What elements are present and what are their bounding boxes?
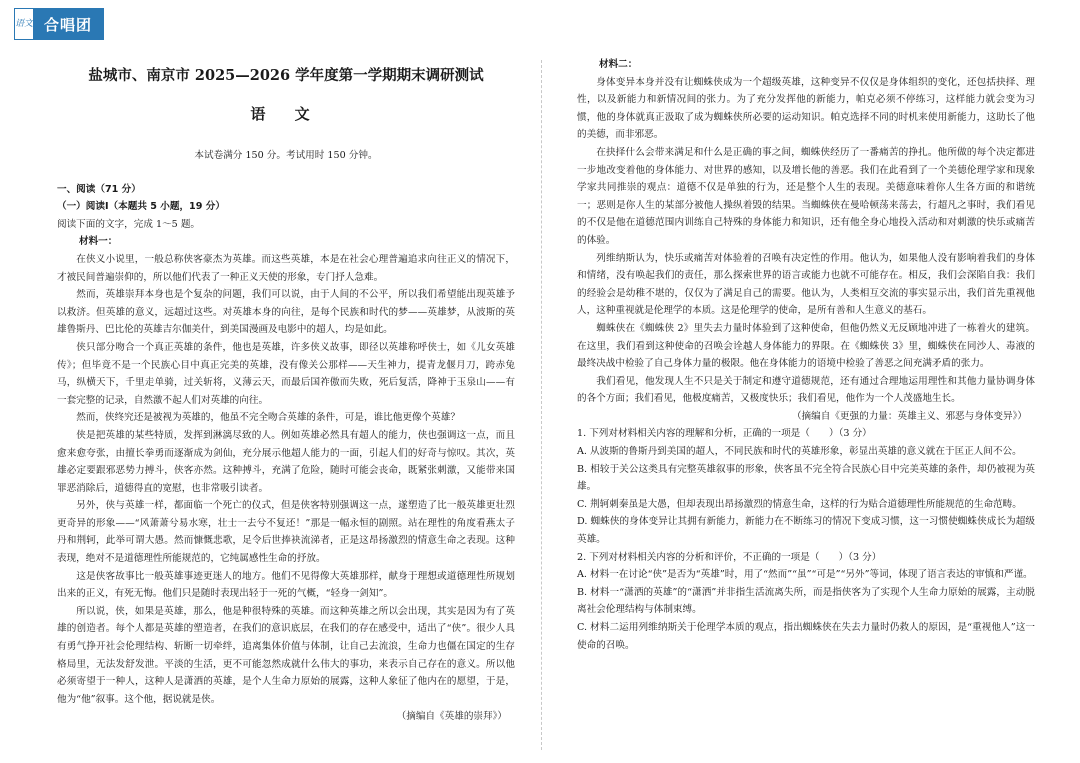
question-1-stem: 1. 下列对材料相关内容的理解和分析，正确的一项是（ ）（3 分） — [577, 428, 872, 440]
right-column — [577, 56, 1035, 654]
question-1-option-a: A. 从波斯的鲁斯丹到美国的超人，不同民族和时代的英雄形象，彰显出英雄的意义就在于匡正人间不公。 — [577, 446, 1022, 458]
question-2-option-b: B. 材料一“潇洒的英雄”的“潇洒”并非指生活流离失所，而是指侠客为了实现个人生命力原始的展露，主动脱离社会伦理结构与体制束缚。 — [577, 586, 1035, 616]
paragraph: 另外，侠与英雄一样，都面临一个死亡的仪式，但是侠客特别强调这一点，遂塑造了比一般英雄更壮烈更奇异的形象——“风萧萧兮易水寒，壮士一去兮不复还！”那是一幅永恒的剧照。站在理性的角度看燕太子丹和荆轲，此举可谓大愚。然而慷慨悲歌，足令后世捧袂流涕者，正是这昂扬激烈的情意生命之表现。这种表现，绝对不是道德理性所能规范的，它纯属感性生命的抒放。 — [57, 500, 515, 565]
question-1-option-d: D. 蜘蛛侠的身体变异让其拥有新能力，新能力在不断练习的情况下变成习惯，这一习惯使蜘蛛侠成长为超级英雄。 — [577, 516, 1035, 546]
paragraph: 列维纳斯认为，快乐或痛苦对体验着的召唤有决定性的作用。他认为，如果他人没有影响着我们的身体和情绪，没有唤起我们的责任，那么探索世界的语言或能力也就不可能存在。相反，我们会深陷自我：我们的经验会是幼稚不堪的，仅仅为了满足自己的需要。他认为，人类相互交流的事实显示出，我们首先重视他人，这种重视就是伦理学的本质。这是伦理学的使命，是所有善和人生意义的基石。 — [577, 252, 1035, 317]
question-2-option-a: A. 材料一在讨论“侠”是否为“英雄”时，用了“然而”“虽”“可是”“另外”等词，体现了语言表达的审慎和严谨。 — [577, 569, 1033, 581]
left-column — [57, 58, 515, 726]
paragraph: 然而，侠终究还是被视为英雄的，他虽不完全吻合英雄的条件，可是，谁比他更像个英雄？ — [76, 412, 460, 424]
material-one-label: 材料一： — [79, 236, 118, 248]
paragraph: 我们看见，他发现人生不只是关于制定和遵守道德规范，还有通过合理地运用理性和其他力量协调身体的各个方面；我们看见，他极度痛苦，又极度快乐；我们看见，他作为一个人茂盛地生长。 — [577, 375, 1035, 405]
paragraph: 在侠义小说里，一般总称侠客豪杰为英雄。而这些英雄，本是在社会心理普遍追求向往正义的情况下，才被民间普遍崇仰的，所以他们代表了一种正义天使的形象，专门抒人急难。 — [57, 253, 515, 283]
logo-name: 合唱团 — [33, 9, 103, 39]
paragraph: 蜘蛛侠在《蜘蛛侠 2》里失去力量时体验到了这种使命，但他仍然义无反顾地冲进了一栋着火的建筑。在这里，我们看到这种使命的召唤会诠越人身体能力的界限。在《蜘蛛侠 3》里，蜘蛛侠在同沙人、毒液的最终决战中检验了自己身体力量的极限。他在身体能力的语境中检验了善恶之间充满矛盾的张力。 — [577, 322, 1035, 370]
section-heading: 一、阅读（71 分） — [57, 183, 141, 195]
source-citation: （摘编自《英雄的崇拜》） — [396, 711, 507, 723]
material-two-label: 材料二： — [599, 59, 638, 70]
exam-title: 盐城市、南京市 2025—2026 学年度第一学期期末调研测试 — [88, 67, 484, 84]
paragraph: 所以说，侠，如果是英雄，那么，他是种很特殊的英雄。而这种英雄之所以会出现，其实是因为有了英雄的创造者。每个人都是英雄的塑造者，在我们的意识底层，在我们的存在感受中，适出了“侠”。很少人具有勇气挣开社会伦理结构、斩断一切牵绊，追离集体价值与体制，让自己去流浪，生命力也僵在国定的生存格局里，无法发舒发泄。平淡的生活，更不可能忽然成就什么伟大的事功，来表示自己存在的意义。所以他必须寄望于一种人，这种人是潇洒的英雄，是个人生命力原始的展露，这种人象征了他内在的愿望，于是，他为“他”叙事。这个他，据说就是侠。 — [57, 605, 515, 705]
exam-subject: 语 文 — [250, 105, 322, 123]
question-2-stem: 2. 下列对材料相关内容的分析和评价，不正确的一项是（ ）（3 分） — [577, 551, 882, 563]
logo-mark: 语文 — [15, 9, 33, 39]
source-citation: （摘编自《更强的力量：英雄主义、邪恶与身体变异》） — [791, 410, 1027, 422]
column-divider — [541, 60, 542, 750]
subsection-heading: （一）阅读Ⅰ（本题共 5 小题，19 分） — [57, 201, 225, 213]
paragraph: 在抉择什么会带来满足和什么是正确的事之间，蜘蛛侠经历了一番痛苦的挣扎。他所做的每个决定都进一步地改变着他的身体能力、对世界的感知，以及增长他的善恶。我们在此看到了一个美德伦理学家和现象学家共同推崇的观点：道德不仅是单独的行为，还是整个人生的表现。美德意味着你人生各方面的和谐统一；恶则是你人生的某部分被他人操纵着毁的结果。当蜘蛛侠在曼哈顿荡来荡去，行超凡之事时，我们看见的不仅是他在道德范围内训练自己特殊的身体能力和知识，还有他全身心地投入活动和对刺激的快乐或痛苦的体验。 — [577, 146, 1035, 246]
paragraph: 侠只部分吻合一个真正英雄的条件，他也是英雄，许多侠义故事，即径以英雄称呼侠士，如《儿女英雄传》；但毕竟不是一个民族心目中真正完美的英雄，没有像关公那样——天生神力，提青龙偃月刀，跨赤兔马，纵横天下，千里走单骑，过关斩将，义薄云天，而最后国祚傲而失败，死后复活，降神于玉泉山——有一套完整的记录，自然激不起人们对英雄的向往。 — [57, 341, 515, 406]
brand-logo — [14, 8, 104, 40]
paragraph: 然而，英雄崇拜本身也是个复杂的问题，我们可以说，由于人间的不公平，所以我们希望能出现英雄予以救济。但英雄的意义，远超过这些。对英雄本身的向往，是每个民族和时代的梦——英雄梦，从波斯的英雄鲁斯丹、巴比伦的英雄吉尔伽美什，到美国漫画及电影中的超人，均是如此。 — [57, 289, 515, 336]
paragraph: 这是侠客故事比一般英雄事迹更迷人的地方。他们不见得像大英雄那样，献身于理想或道德理性所规划出来的正义，有死无悔。他们只是随时表现出轻于一死的气概，“轻身一剑知”。 — [57, 570, 515, 600]
paragraph: 身体变异本身并没有让蜘蛛侠成为一个超级英雄，这种变异不仅仅是身体组织的变化，还包括抉择、理性，以及新能力和新情况间的张力。为了充分发挥他的新能力，帕克必须不停练习，这样能力就会变为习惯，他的身体就真正汲取了成为蜘蛛侠所必要的运动知识。帕克选择不同的时机来使用新能力，这助长了他的美德，而非邪恶。 — [577, 76, 1035, 141]
question-1-option-c: C. 荆轲刺秦虽是大愚，但却表现出昂扬激烈的情意生命，这样的行为贴合道德理性所能规范的生命范畴。 — [577, 498, 1022, 510]
paragraph: 侠是把英雄的某些特质，发挥到淋漓尽致的人。例如英雄必然具有超人的能力，侠也强调这一点，而且愈来愈夸张，由擅长拳勇而逐渐成为剑仙，充分展示他超人能力的一面，引起人们的好奇与惊叹。其次，英雄必定要跟邪恶势力搏斗，侠客亦然。这种搏斗，充满了危险，随时可能会丧命，既紧张刺激，又能带来国罪恶消除后，道德得直的宽慰，也非常吸引读者。 — [57, 429, 515, 494]
exam-note: 本试卷满分 150 分。考试用时 150 分钟。 — [194, 150, 378, 161]
question-2-option-c: C. 材料二运用列维纳斯关于伦理学本质的观点，指出蜘蛛侠在失去力量时仍救人的原因，是“重视他人”这一使命的召唤。 — [577, 622, 1035, 651]
question-1-option-b: B. 相较于关公这类具有完整英雄叙事的形象，侠客虽不完全符合民族心目中完美英雄的条件，却仍被视为英雄。 — [577, 463, 1035, 493]
instruction: 阅读下面的文字，完成 1～5 题。 — [57, 218, 201, 230]
